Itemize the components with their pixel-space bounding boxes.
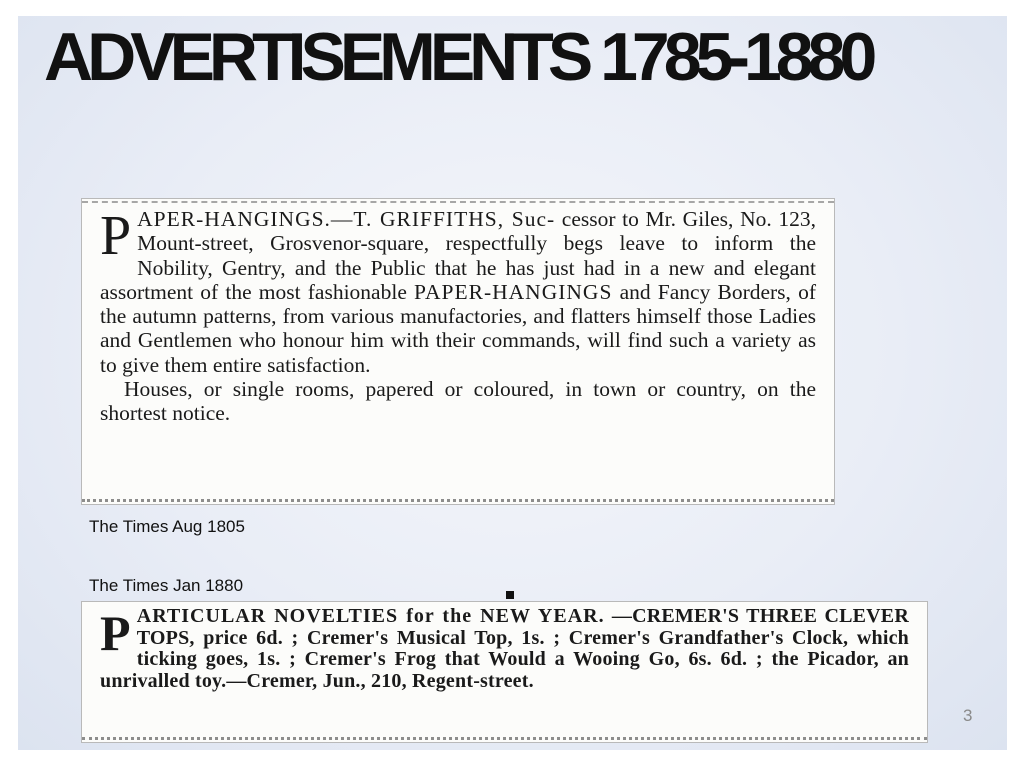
ad-body-continued: and Fancy Borders, of the autumn patterns, from various manufactories, and flatters himself those Ladies and Gentlemen who honour him with their commands, will find such a variety as to give them entire satisfaction. (100, 279, 816, 377)
clipping-rule-top (82, 201, 834, 203)
clipping-rule-bottom (82, 737, 927, 740)
slide (18, 16, 1007, 750)
ad-headline: ARTICULAR NOVELTIES for the NEW YEAR. (136, 605, 605, 627)
drop-cap: P (100, 605, 131, 661)
ad-body: cessor to Mr. Giles, No. 123, Mount-street, Grosvenor-square, respectfully begs leave to inform the Nobility, Gentry, and the Public that he has just had in a new and elegant assortment of the most fashionable (100, 207, 817, 304)
drop-cap: P (100, 205, 132, 267)
newspaper-clipping-1805 (81, 198, 835, 505)
ad-headline: APER-HANGINGS.—T. GRIFFITHS, Suc- (137, 207, 556, 231)
caption-times-1880: The Times Jan 1880 (89, 576, 244, 595)
ad-body: —CREMER'S THREE CLEVER TOPS, price 6d. ; Cremer's Musical Top, 1s. ; Cremer's Grandfather's Clock, which ticking goes, 1s. ; Cremer's Frog that Would a Wooing Go, 6s. 6d. ; the Picador, an unrivalled toy.—Cremer, Jun., 210, Regent-street. (100, 605, 909, 692)
ad-emphasis: PAPER-HANGINGS (414, 279, 613, 304)
print-speck (506, 591, 514, 599)
clipping-text-1880 (100, 606, 909, 692)
newspaper-clipping-1880 (81, 601, 928, 743)
clipping-rule-bottom (82, 499, 834, 502)
clipping-text-1805 (100, 207, 816, 426)
page-number: 3 (963, 706, 973, 725)
slide-title: ADVERTISEMENTS 1785-1880 (44, 19, 872, 95)
ad-paragraph-2: Houses, or single rooms, papered or coloured, in town or country, on the shortest notice. (100, 377, 816, 426)
caption-times-1805: The Times Aug 1805 (89, 517, 245, 536)
